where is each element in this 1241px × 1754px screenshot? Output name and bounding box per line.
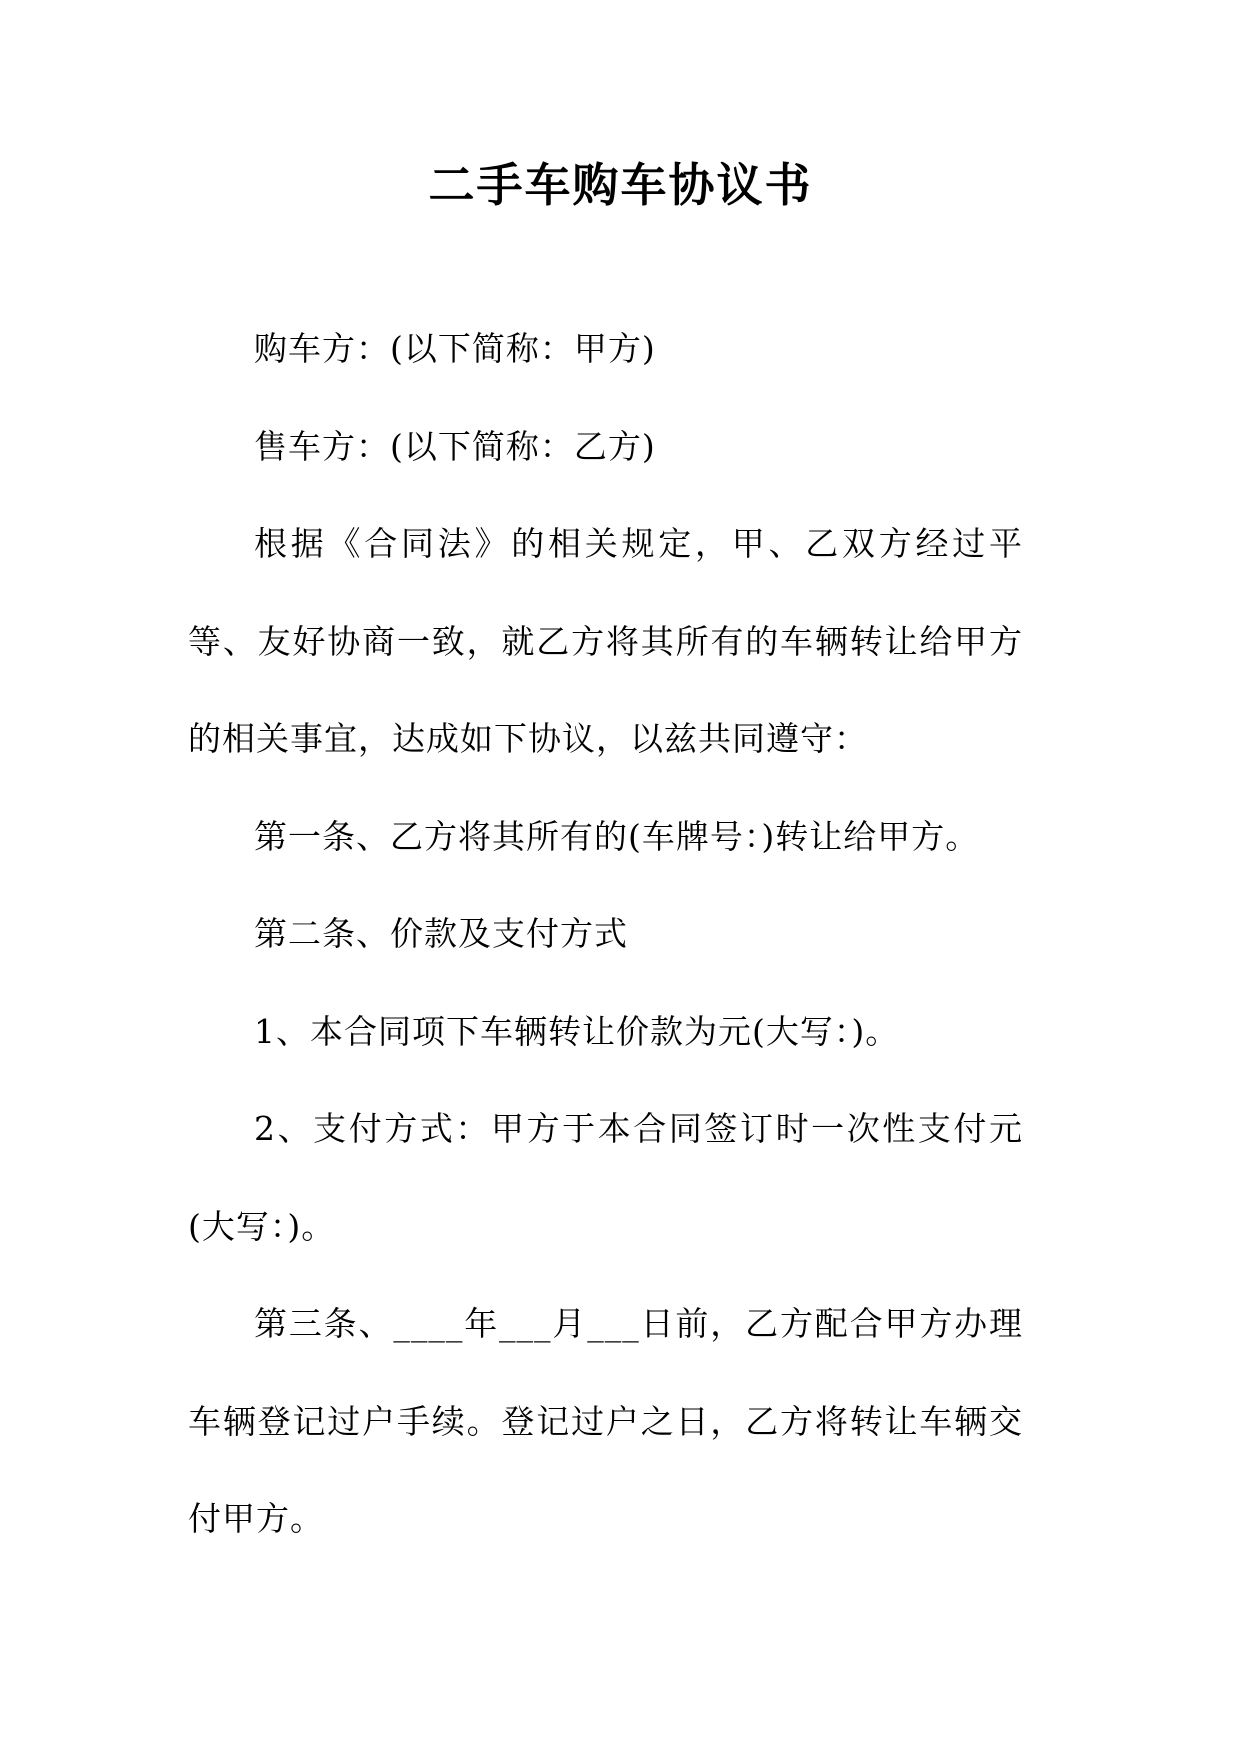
article-3: 第三条、____年___月___日前，乙方配合甲方办理车辆登记过户手续。登记过户之日，乙方将转让车辆交付甲方。: [188, 1304, 1023, 1538]
buyer-line: 购车方：(以下简称：甲方): [254, 329, 656, 368]
article-2-heading: 第二条、价款及支付方式: [254, 914, 628, 953]
seller-line: 售车方：(以下简称：乙方): [254, 426, 656, 466]
article-2-clause-2: 2、支付方式：甲方于本合同签订时一次性支付元(大写：)。: [188, 1109, 1023, 1246]
document-title: 二手车购车协议书: [428, 158, 813, 212]
document-body: [188, 300, 1023, 1568]
article-2-clause-1: 1、本合同项下车辆转让价款为元(大写：)。: [254, 1011, 900, 1051]
preamble-paragraph: 根据《合同法》的相关规定，甲、乙双方经过平等、友好协商一致，就乙方将其所有的车辆转让给甲方的相关事宜，达成如下协议，以兹共同遵守：: [188, 524, 1023, 758]
article-1: 第一条、乙方将其所有的(车牌号：)转让给甲方。: [254, 816, 980, 856]
